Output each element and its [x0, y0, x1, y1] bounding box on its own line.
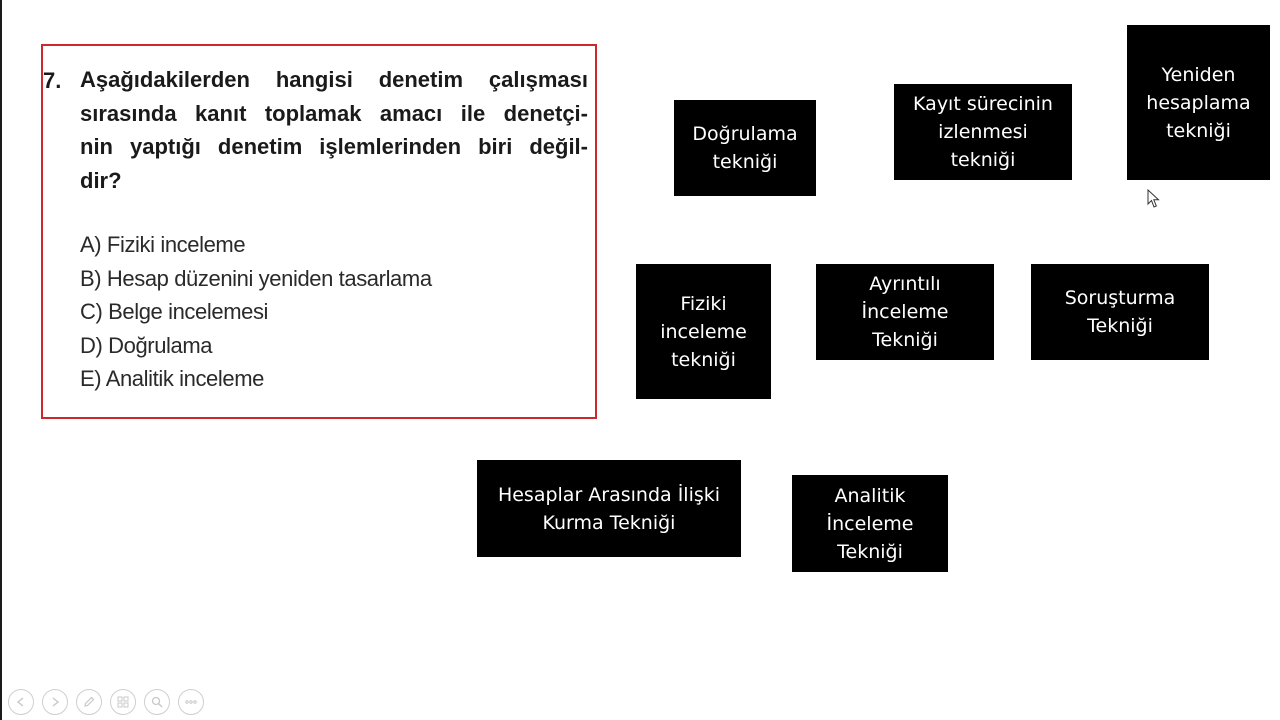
question-line: Aşağıdakilerden hangisi denetim çalışması [80, 67, 588, 92]
next-slide-button[interactable] [42, 689, 68, 715]
option-d: D) Doğrulama [80, 332, 213, 358]
card-dogrulama-teknigi [674, 100, 816, 196]
zoom-button[interactable] [144, 689, 170, 715]
more-icon [184, 695, 198, 709]
option-a: A) Fiziki inceleme [80, 232, 246, 257]
question-box [41, 44, 597, 419]
card-label: Kayıt sürecinin izlenmesi tekniği [913, 93, 1053, 171]
card-label: Doğrulama tekniği [692, 123, 798, 173]
option-b: B) Hesap düzenini yeniden tasarlama [80, 265, 432, 291]
previous-slide-button[interactable] [8, 689, 34, 715]
question-text [80, 63, 588, 197]
slideshow-toolbar [8, 689, 204, 715]
card-label: Hesaplar Arasında İlişki Kurma Tekniği [497, 483, 721, 534]
slide-edge [0, 0, 2, 720]
card-label: Analitik İnceleme Tekniği [826, 484, 914, 563]
mouse-cursor-icon [1147, 189, 1161, 209]
card-yeniden-hesaplama [1127, 25, 1270, 180]
previous-icon [14, 695, 28, 709]
option-e: E) Analitik inceleme [80, 366, 264, 391]
next-icon [48, 695, 62, 709]
more-options-button[interactable] [178, 689, 204, 715]
card-label: Fiziki inceleme tekniği [660, 292, 747, 371]
card-ayrintili-inceleme [816, 264, 994, 360]
pen-tool-button[interactable] [76, 689, 102, 715]
slides-icon [116, 695, 130, 709]
card-analitik-inceleme [792, 475, 948, 572]
card-hesaplar-arasi-iliski [477, 460, 741, 557]
answer-options [80, 228, 432, 396]
zoom-icon [150, 695, 164, 709]
card-fiziki-inceleme [636, 264, 771, 399]
card-sorusturma [1031, 264, 1209, 360]
question-line: nin yaptığı denetim işlemlerinden biri değil- [80, 134, 588, 159]
question-line: dir? [80, 167, 122, 193]
card-label: Soruşturma Tekniği [1064, 287, 1176, 337]
card-kayit-sureci [894, 84, 1072, 180]
question-line: sırasında kanıt toplamak amacı ile denetçi- [80, 100, 588, 126]
see-all-slides-button[interactable] [110, 689, 136, 715]
card-label: Yeniden hesaplama tekniği [1146, 64, 1251, 142]
option-c: C) Belge incelemesi [80, 299, 269, 324]
pen-icon [82, 695, 96, 709]
question-number: 7. [43, 68, 62, 93]
card-label: Ayrıntılı İnceleme Tekniği [861, 273, 949, 351]
